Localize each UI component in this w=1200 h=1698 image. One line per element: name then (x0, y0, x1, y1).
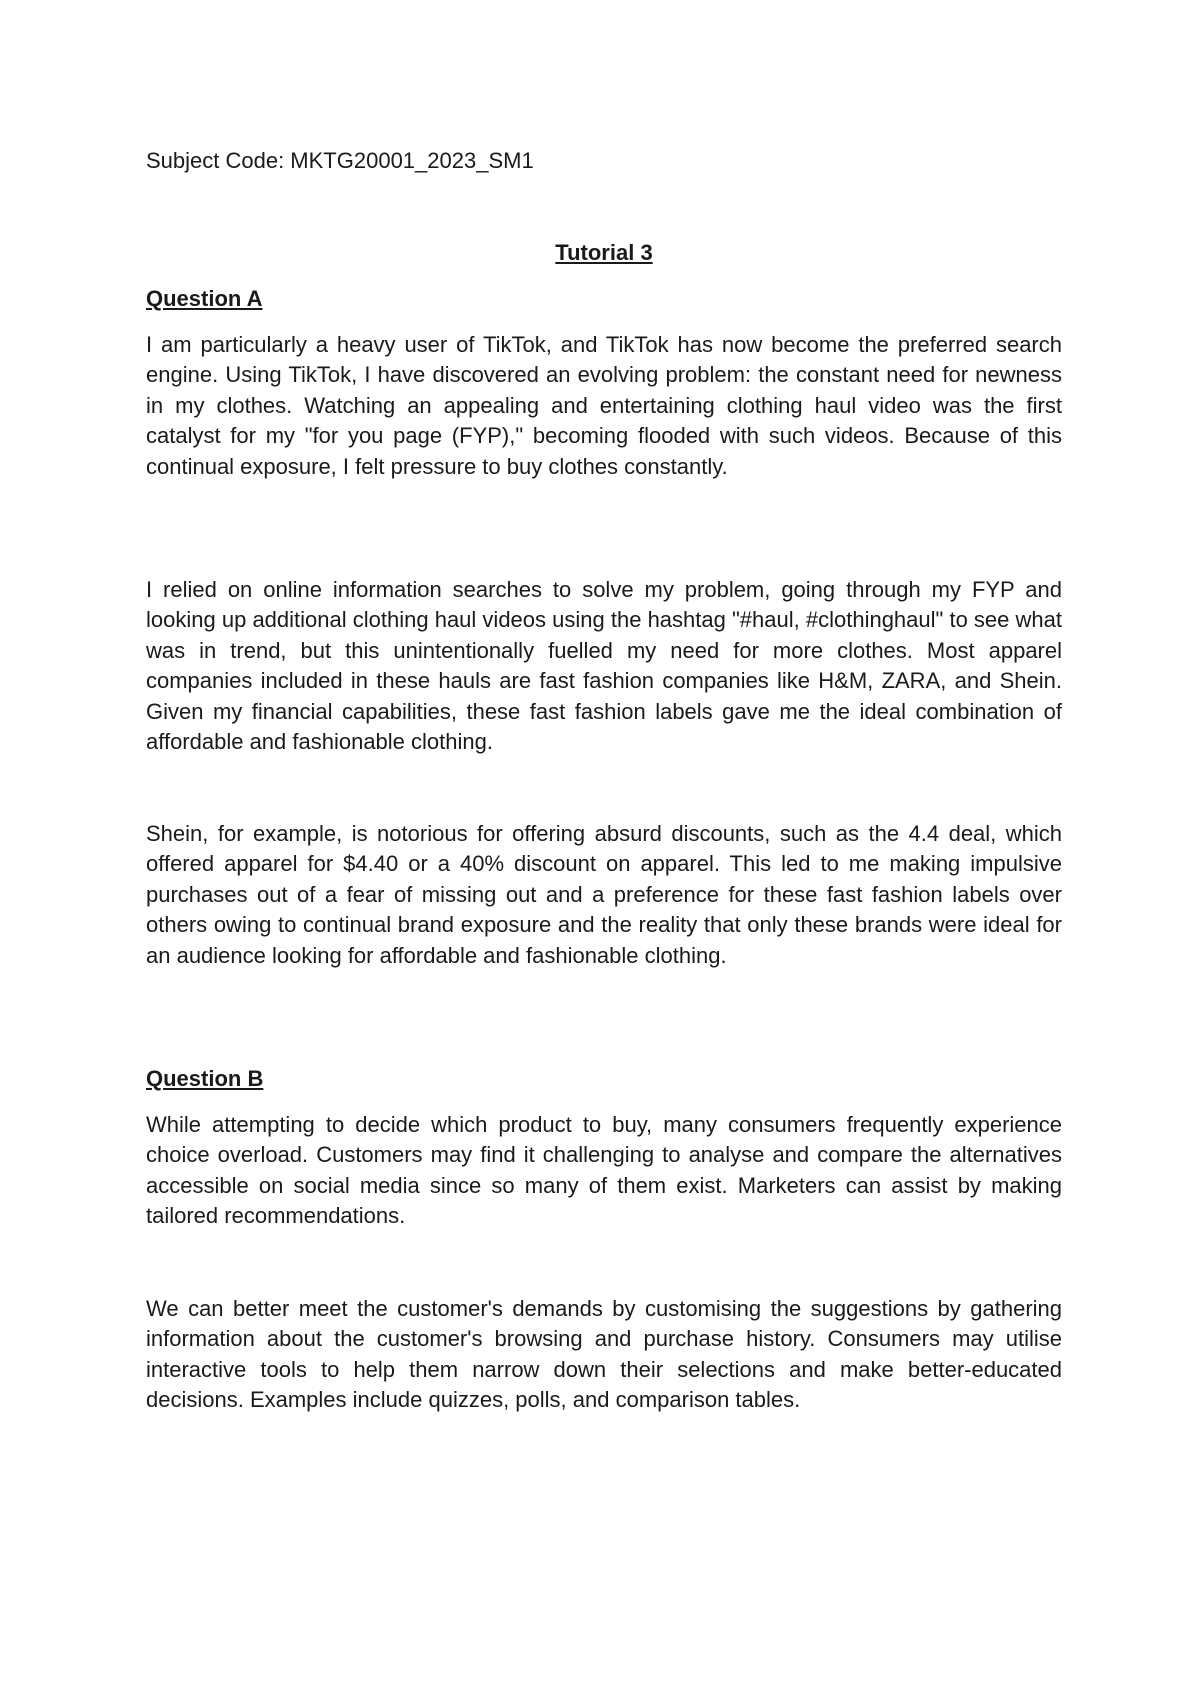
page-title: Tutorial 3 (555, 240, 653, 265)
question-b-paragraph-2: We can better meet the customer's demands by customising the suggestions by gathering information about the customer's browsing and purchase history. Consumers may utilise interactive tools to help them narrow down their selections and make better-educated decisions. Examples include quizzes, polls, and comparison tables. (146, 1296, 1062, 1413)
question-b-paragraph-1: While attempting to decide which product to buy, many consumers frequently experience choice overload. Customers may find it challenging to analyse and compare the alternatives accessible on social media since so many of them exist. Marketers can assist by making tailored recommendations. (146, 1112, 1062, 1229)
question-a-paragraph-2: I relied on online information searches to solve my problem, going through my FYP and looking up additional clothing haul videos using the hashtag "#haul, #clothinghaul" to see what was in trend, but this unintentionally fuelled my need for more clothes. Most apparel companies included in these hauls are fast fashion companies like H&M, ZARA, and Shein. Given my financial capabilities, these fast fashion labels gave me the ideal combination of affordable and fashionable clothing. (146, 577, 1062, 755)
question-a-paragraph-3: Shein, for example, is notorious for offering absurd discounts, such as the 4.4 deal, which offered apparel for $4.40 or a 40% discount on apparel. This led to me making impulsive purchases out of a fear of missing out and a preference for these fast fashion labels over others owing to continual brand exposure and the reality that only these brands were ideal for an audience looking for affordable and fashionable clothing. (146, 821, 1062, 968)
question-b-heading: Question B (146, 1066, 264, 1091)
subject-code: Subject Code: MKTG20001_2023_SM1 (146, 148, 534, 173)
question-a-paragraph-1: I am particularly a heavy user of TikTok, and TikTok has now become the preferred search engine. Using TikTok, I have discovered an evolving problem: the constant need for newness in my clothes. Watching an appealing and entertaining clothing haul video was the first catalyst for my "for you page (FYP)," becoming flooded with such videos. Because of this continual exposure, I felt pressure to buy clothes constantly. (146, 332, 1062, 479)
question-a-heading: Question A (146, 286, 263, 311)
